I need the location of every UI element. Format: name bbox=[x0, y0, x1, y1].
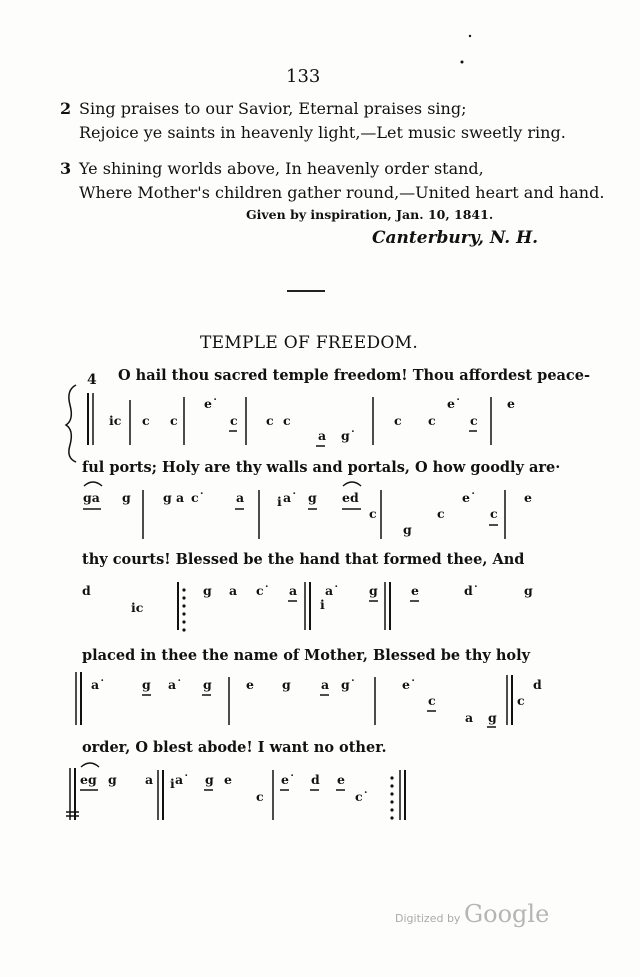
lyric-line-1: O hail thou sacred temple freedom! Thou affordest peace- bbox=[118, 367, 591, 384]
note: eg bbox=[80, 772, 97, 787]
note: g bbox=[205, 772, 214, 787]
note: g bbox=[524, 583, 533, 598]
note: c bbox=[266, 413, 274, 428]
note: g bbox=[163, 490, 172, 505]
note: g bbox=[108, 772, 117, 787]
note: a bbox=[236, 490, 245, 505]
note: c bbox=[142, 413, 150, 428]
note: g bbox=[203, 583, 212, 598]
brace bbox=[66, 385, 76, 462]
note: g bbox=[308, 490, 317, 505]
note: e bbox=[507, 396, 515, 411]
note: d bbox=[533, 677, 542, 692]
note: e˙ bbox=[204, 396, 219, 411]
digitized-watermark bbox=[395, 900, 549, 928]
note: a bbox=[465, 710, 474, 725]
lyric-line-2: ful ports; Holy are thy walls and portals, O how goodly are· bbox=[82, 459, 561, 476]
note: ic bbox=[131, 600, 144, 615]
note: a˙ bbox=[325, 583, 340, 598]
note: g bbox=[488, 710, 497, 725]
note: c bbox=[369, 506, 377, 521]
note: e˙ bbox=[462, 490, 477, 505]
note: i bbox=[277, 494, 282, 509]
note: a bbox=[321, 677, 330, 692]
note: g bbox=[142, 677, 151, 692]
note: c bbox=[283, 413, 291, 428]
note: ga bbox=[83, 490, 100, 505]
note: g˙ bbox=[341, 677, 356, 692]
note: e˙ bbox=[447, 396, 462, 411]
note: a bbox=[176, 490, 185, 505]
note: c bbox=[170, 413, 178, 428]
note: e bbox=[524, 490, 532, 505]
note: ic bbox=[109, 413, 122, 428]
note: e bbox=[246, 677, 254, 692]
note: e bbox=[224, 772, 232, 787]
note: c bbox=[517, 693, 525, 708]
note: e bbox=[337, 772, 345, 787]
note: c bbox=[428, 413, 436, 428]
note: a˙ bbox=[175, 772, 190, 787]
lyric-line-3: thy courts! Blessed be the hand that formed thee, And bbox=[82, 551, 525, 568]
note: a˙ bbox=[168, 677, 183, 692]
note: d˙ bbox=[464, 583, 479, 598]
note: a bbox=[289, 583, 298, 598]
note: g bbox=[282, 677, 291, 692]
note: ed bbox=[342, 490, 359, 505]
time-signature: 4 bbox=[87, 372, 97, 388]
note: e bbox=[411, 583, 419, 598]
lyric-line-4: placed in thee the name of Mother, Blessed be thy holy bbox=[82, 647, 531, 664]
note: a bbox=[318, 428, 327, 443]
note: c˙ bbox=[256, 583, 270, 598]
attribution-date: Given by inspiration, Jan. 10, 1841. bbox=[246, 207, 494, 222]
note: c bbox=[428, 693, 436, 708]
note: c bbox=[230, 413, 238, 428]
note: c˙ bbox=[191, 490, 205, 505]
note: a˙ bbox=[283, 490, 298, 505]
note: e˙ bbox=[281, 772, 296, 787]
stanza-line: Sing praises to our Savior, Eternal praises sing; bbox=[79, 99, 467, 118]
note: g bbox=[403, 522, 412, 537]
note: c bbox=[437, 506, 445, 521]
watermark-brand: Google bbox=[463, 900, 550, 928]
stanza-line: Where Mother's children gather round,—United heart and hand. bbox=[79, 183, 605, 202]
note: g˙ bbox=[341, 428, 356, 443]
note: i bbox=[170, 776, 175, 791]
attribution-place: Canterbury, N. H. bbox=[372, 228, 539, 248]
lyric-line-5: order, O blest abode! I want no other. bbox=[82, 739, 387, 756]
stanza-line: Ye shining worlds above, In heavenly order stand, bbox=[79, 159, 484, 178]
note: a˙ bbox=[91, 677, 106, 692]
page-number: 133 bbox=[286, 66, 321, 87]
stanza-line: Rejoice ye saints in heavenly light,—Let music sweetly ring. bbox=[79, 123, 566, 142]
note: d bbox=[82, 583, 91, 598]
note: a bbox=[145, 772, 154, 787]
stanza-number: 3 bbox=[60, 159, 72, 178]
note: g bbox=[122, 490, 131, 505]
note: c bbox=[490, 506, 498, 521]
note: g bbox=[369, 583, 378, 598]
note: i bbox=[320, 597, 325, 612]
note: d bbox=[311, 772, 320, 787]
note: c bbox=[256, 789, 264, 804]
note: c bbox=[470, 413, 478, 428]
note: a bbox=[229, 583, 238, 598]
note: c˙ bbox=[355, 789, 369, 804]
note: e˙ bbox=[402, 677, 417, 692]
hymn-title: TEMPLE OF FREEDOM. bbox=[200, 333, 419, 353]
note: c bbox=[394, 413, 402, 428]
watermark-prefix: Digitized by bbox=[395, 912, 461, 925]
note: g bbox=[203, 677, 212, 692]
stanza-number: 2 bbox=[60, 99, 72, 118]
